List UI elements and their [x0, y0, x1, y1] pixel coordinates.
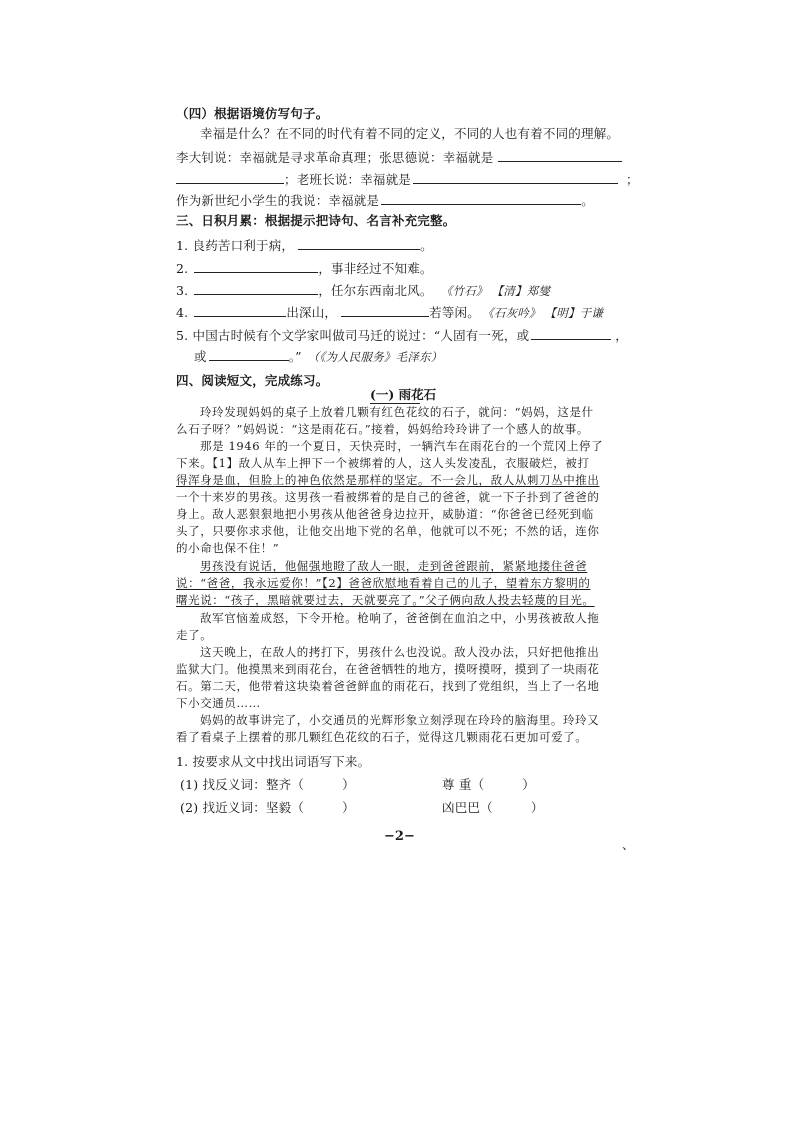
antonym-label: (1) 找反义词：整齐（ — [180, 777, 305, 792]
rijiyue-q5-cont — [194, 349, 442, 364]
antonym-close-2: ） — [522, 777, 535, 792]
synonym-close: ） — [342, 800, 355, 815]
passage-title-underline — [370, 403, 420, 404]
answer-blank[interactable] — [413, 172, 618, 184]
rijiyue-q3-source: 《竹石》 【清】郑燮 — [446, 284, 551, 298]
passage-line: 下小交通员…… — [176, 696, 261, 710]
page-number: −2− — [384, 829, 415, 844]
passage-line: 走了。 — [176, 628, 213, 642]
question-1-row-2-right — [442, 802, 544, 815]
passage-line: 看了看桌子上摆着的那几颗红色花纹的石子，觉得这几颗雨花石更加可爱了。 — [176, 730, 588, 744]
rijiyue-q5-text: 5. 中国古时候有个文学家叫做司马迁的说过：“人固有一死，或 — [176, 328, 530, 343]
answer-blank[interactable] — [341, 305, 429, 317]
passage-line-text: 下来。【1】敌人从车上押下一个被绑着的人，这人头发凌乱，衣服破烂，被打 — [176, 456, 590, 470]
passage-line — [176, 458, 590, 470]
happiness-line-1: 幸福是什么？在不同的时代有着不同的定义，不同的人也有着不同的理解。 — [200, 126, 620, 141]
passage-line: 身上。敌人恶狠狠地把小男孩从他爸爸身边拉开，威胁道：“你爸爸已经死到临 — [176, 507, 594, 521]
rijiyue-q4 — [176, 305, 603, 320]
rijiyue-q5b-text: 或 — [194, 349, 207, 364]
passage-line: 一个十来岁的男孩。这男孩一看被绑着的是自己的爸爸，就一下子扑到了爸爸的 — [176, 490, 600, 504]
corner-mark: 、 — [622, 838, 635, 852]
question-1: 1. 按要求从文中找出词语写下来。 — [176, 754, 371, 769]
rijiyue-q4-source: 《石灰吟》 【明】于谦 — [487, 306, 604, 320]
antonym-close: ） — [342, 777, 355, 792]
rijiyue-q5b-end: 。” — [288, 349, 302, 364]
passage-line: 石。第二天，他带着这块染着爸爸鲜血的雨花石，找到了党组织，当上了一名地 — [176, 679, 600, 693]
rijiyue-q3-num: 3. — [176, 283, 189, 298]
rijiyue-q3-text: ，任尔东西南北风。 — [318, 283, 433, 298]
rijiyue-q4-text: 若等闲。 — [429, 305, 480, 320]
answer-blank[interactable] — [531, 328, 611, 340]
happiness-line-2-text: 李大钊说：幸福就是寻求革命真理；张思德说：幸福就是 — [176, 150, 494, 165]
passage-line: 监狱大门。他摸黑来到雨花台，在爸爸牺牲的地方，摸呀摸呀，摸到了一块雨花 — [176, 662, 600, 676]
passage-line: 玲玲发现妈妈的桌子上放着几颗有红色花纹的石子，就问：“妈妈，这是什 — [200, 405, 594, 419]
section-reading-heading: 四、阅读短文，完成练习。 — [176, 373, 329, 388]
passage-line-underlined: 得浑身是血，但脸上的神色依然是那样的坚定。不一会儿，敌人从刺刀丛中推出 — [176, 473, 600, 487]
section-rijiyue-heading: 三、日积月累：根据提示把诗句、名言补充完整。 — [176, 213, 456, 228]
passage-line-underlined: 男孩没有说话，他倔强地瞪了敌人一眼，走到爸爸跟前，紧紧地搂住爸爸 — [200, 559, 588, 573]
rijiyue-q1-end: 。 — [420, 238, 433, 253]
answer-blank[interactable] — [194, 261, 318, 273]
passage-line: 妈妈的故事讲完了，小交通员的光辉形象立刻浮现在玲玲的脑海里。玲玲又 — [200, 713, 600, 727]
question-1-row-2 — [180, 802, 355, 815]
answer-blank[interactable] — [498, 150, 622, 162]
rijiyue-q4-mid: 出深山， — [286, 305, 338, 320]
answer-blank[interactable] — [298, 238, 420, 250]
rijiyue-q5-comma: ， — [615, 328, 628, 343]
happiness-line-3-end: ； — [626, 172, 639, 187]
rijiyue-q2-text: ，事非经过不知难。 — [318, 261, 433, 276]
passage-line-underlined: 曙光说：“孩子，黑暗就要过去，天就要亮了。”父子俩向敌人投去轻蔑的目光。 — [176, 593, 595, 607]
synonym-close-2: ） — [530, 800, 544, 815]
passage-title: (一) 雨花石 — [370, 387, 437, 402]
happiness-line-4 — [176, 193, 594, 208]
passage-line: 那是 1946 年的一个夏日，天快亮时，一辆汽车在雨花台的一个荒冈上停了 — [200, 439, 604, 453]
rijiyue-q5 — [176, 328, 628, 343]
passage-line: 的小命也保不住！” — [176, 541, 280, 555]
question-1-row-1-right — [442, 779, 535, 792]
passage-line-underlined: 说：“爸爸，我永远爱你！”【2】爸爸欣慰地看着自己的儿子，望着东方黎明的 — [176, 576, 591, 590]
rijiyue-q2 — [176, 261, 433, 276]
rijiyue-q1 — [176, 238, 433, 253]
synonym-label-2: 凶巴巴（ — [442, 800, 493, 815]
rijiyue-q5-source: （《为人民服务》毛泽东） — [307, 350, 443, 364]
synonym-label: (2) 找近义词：坚毅（ — [180, 800, 305, 815]
happiness-line-4-end: 。 — [581, 193, 594, 208]
passage-line: 么石子呀？”妈妈说：“这是雨花石。”接着，妈妈给玲玲讲了一个感人的故事。 — [176, 422, 589, 436]
rijiyue-q4-num: 4. — [176, 305, 189, 320]
section-imitate-heading: （四）根据语境仿写句子。 — [176, 106, 329, 121]
antonym-label-2: 尊 重（ — [442, 777, 485, 792]
passage-line: 头了，只要你求求他，让他交出地下党的名单，他就可以不死；不然的话，连你 — [176, 524, 600, 538]
answer-blank[interactable] — [209, 349, 289, 361]
happiness-line-3-text: ；老班长说：幸福就是 — [284, 172, 412, 187]
happiness-line-3 — [176, 172, 639, 187]
question-1-row-1 — [180, 779, 355, 792]
answer-blank[interactable] — [176, 172, 284, 184]
answer-blank[interactable] — [194, 283, 318, 295]
rijiyue-q3 — [176, 283, 550, 298]
happiness-line-2 — [176, 150, 622, 165]
answer-blank[interactable] — [381, 193, 581, 205]
rijiyue-q2-num: 2. — [176, 261, 189, 276]
rijiyue-q1-text: 1. 良药苦口利于病， — [176, 238, 295, 253]
passage-line: 敌军官恼羞成怒，下令开枪。枪响了，爸爸倒在血泊之中，小男孩被敌人拖 — [200, 611, 600, 625]
happiness-line-4-text: 作为新世纪小学生的我说：幸福就是 — [176, 193, 380, 208]
answer-blank[interactable] — [194, 305, 286, 317]
passage-line: 这天晚上，在敌人的拷打下，男孩什么也没说。敌人没办法，只好把他推出 — [200, 645, 600, 659]
